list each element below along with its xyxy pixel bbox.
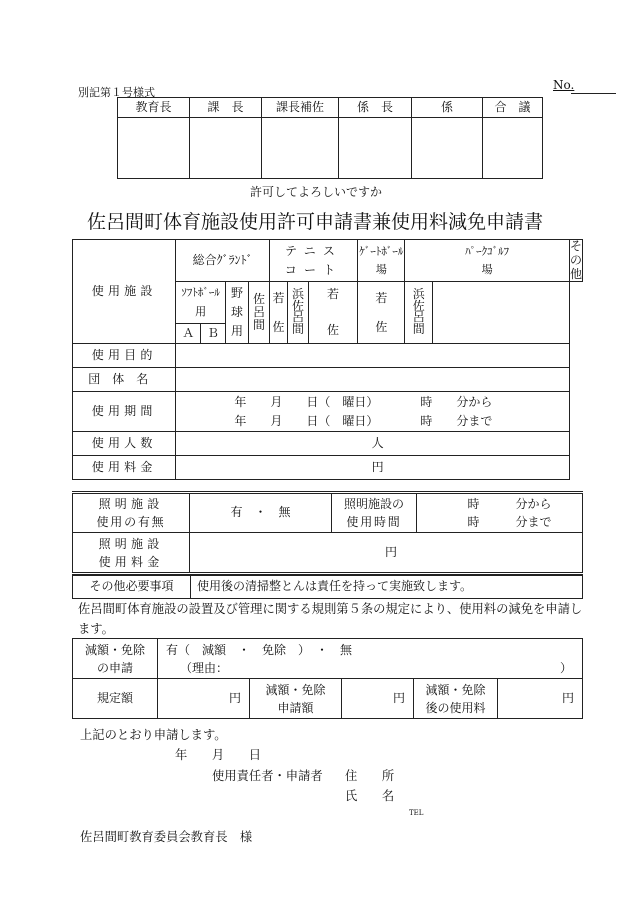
purpose-label: 使用目的 xyxy=(73,344,176,368)
application-table xyxy=(72,239,583,480)
stamp-box[interactable] xyxy=(339,118,412,179)
document-number-label xyxy=(553,78,574,92)
approval-col-staff: 係 xyxy=(412,98,483,118)
group-ground: 総合ｸﾞﾗﾝﾄﾞ xyxy=(176,240,269,282)
lighting-fee-field[interactable]: 円 xyxy=(190,533,583,573)
stamp-box[interactable] xyxy=(262,118,339,179)
period-to: 年 月 日（ 曜日） 時 分まで xyxy=(234,413,493,428)
addressee: 佐呂間町教育委員会教育長 様 xyxy=(80,830,253,844)
name-label: 氏 名 xyxy=(345,789,395,803)
sub-baseball: 野球用 xyxy=(225,282,248,344)
stamp-box[interactable] xyxy=(412,118,483,179)
notes-text: 使用後の清掃整とんは責任を持って実施致します。 xyxy=(191,575,583,598)
sub-tennis-hama: 浜佐呂間 xyxy=(288,282,308,344)
approval-col-assistant-chief: 課長補佐 xyxy=(262,98,339,118)
lighting-time-label: 照明施設の 使用時間 xyxy=(332,493,417,533)
group-other: その他 xyxy=(569,239,582,281)
fee-after-label: 減額・免除 後の使用料 xyxy=(414,679,498,719)
lighting-table xyxy=(72,491,583,573)
sub-tennis-saroma: 佐呂間 xyxy=(249,282,270,344)
sub-parkgolf-hama: 浜佐呂間 xyxy=(405,282,433,344)
purpose-field[interactable] xyxy=(176,344,570,368)
standard-amount-label: 規定額 xyxy=(73,679,158,719)
sub-softball-b: Ｂ xyxy=(201,324,226,344)
form-number-label: 別記第１号様式 xyxy=(78,86,155,99)
fee-after-field[interactable]: 円 xyxy=(498,679,583,719)
notes-label: その他必要事項 xyxy=(73,575,191,598)
fee-field[interactable]: 円 xyxy=(176,456,570,480)
sub-softball-a: Ａ xyxy=(176,324,201,344)
standard-amount-field[interactable]: 円 xyxy=(158,679,250,719)
exemption-statement: 佐呂間町体育施設の設置及び管理に関する規則第５条の規定により、使用料の減免を申請します。 xyxy=(78,602,583,636)
approval-col-consultation: 合 議 xyxy=(483,98,543,118)
lighting-time-field[interactable]: 時 分から 時 分まで xyxy=(417,493,583,533)
people-field[interactable]: 人 xyxy=(176,432,570,456)
applicant-label: 使用責任者・申請者 xyxy=(212,769,323,783)
notes-table xyxy=(72,574,583,599)
applied-amount-label: 減額・免除 申請額 xyxy=(250,679,342,719)
other-facility-field[interactable] xyxy=(433,282,570,344)
lighting-choice[interactable]: 有 ・ 無 xyxy=(190,493,332,533)
exemption-request-label: 減額・免除 の申請 xyxy=(73,639,158,679)
period-label: 使用期間 xyxy=(73,392,176,432)
page-title: 佐呂間町体育施設使用許可申請書兼使用料減免申請書 xyxy=(86,211,543,233)
group-name-field[interactable] xyxy=(176,368,570,392)
stamp-box[interactable] xyxy=(118,118,190,179)
period-from: 年 月 日（ 曜日） 時 分から xyxy=(234,395,493,410)
stamp-box[interactable] xyxy=(483,118,543,179)
sub-parkgolf-waka: 若佐 xyxy=(358,282,405,344)
approval-question: 許可してよろしいですか xyxy=(250,185,383,199)
sub-tennis-waka: 若佐 xyxy=(269,282,288,344)
lighting-use-label: 照明施設 使用の有無 xyxy=(73,493,190,533)
approval-col-unit-chief: 係 長 xyxy=(339,98,412,118)
period-field[interactable] xyxy=(176,392,570,432)
exemption-request-field[interactable]: 有（ 減額 ・ 免除 ） ・ 無 （理由： ） xyxy=(158,639,583,679)
address-label: 住 所 xyxy=(345,769,395,783)
approval-col-superintendent: 教育長 xyxy=(118,98,190,118)
approval-col-section-chief: 課 長 xyxy=(190,98,262,118)
document-number-prefix: No. xyxy=(553,78,575,92)
application-date[interactable]: 年 月 日 xyxy=(175,748,262,762)
group-gateball: ｹﾞｰﾄﾎﾞｰﾙ場 xyxy=(358,240,405,282)
lighting-fee-label: 照明施設 使用料金 xyxy=(73,533,190,573)
group-tennis: テニスコート xyxy=(269,240,358,282)
sub-softball: ｿﾌﾄﾎﾞｰﾙ用 xyxy=(176,282,226,324)
approval-table xyxy=(117,97,543,179)
sub-gateball-waka: 若 佐 xyxy=(308,282,358,344)
facility-label: 使用施設 xyxy=(73,240,176,344)
stamp-box[interactable] xyxy=(190,118,262,179)
document-number-field[interactable] xyxy=(571,93,616,94)
applied-text: 上記のとおり申請します。 xyxy=(80,728,227,742)
applied-amount-field[interactable]: 円 xyxy=(342,679,414,719)
group-name-label: 団体名 xyxy=(73,368,176,392)
fee-label: 使用料金 xyxy=(73,456,176,480)
people-label: 使用人数 xyxy=(73,432,176,456)
group-parkgolf: ﾊﾟｰｸｺﾞﾙﾌ場 xyxy=(405,240,570,282)
exemption-table xyxy=(72,638,583,719)
tel-label: TEL xyxy=(409,809,424,817)
